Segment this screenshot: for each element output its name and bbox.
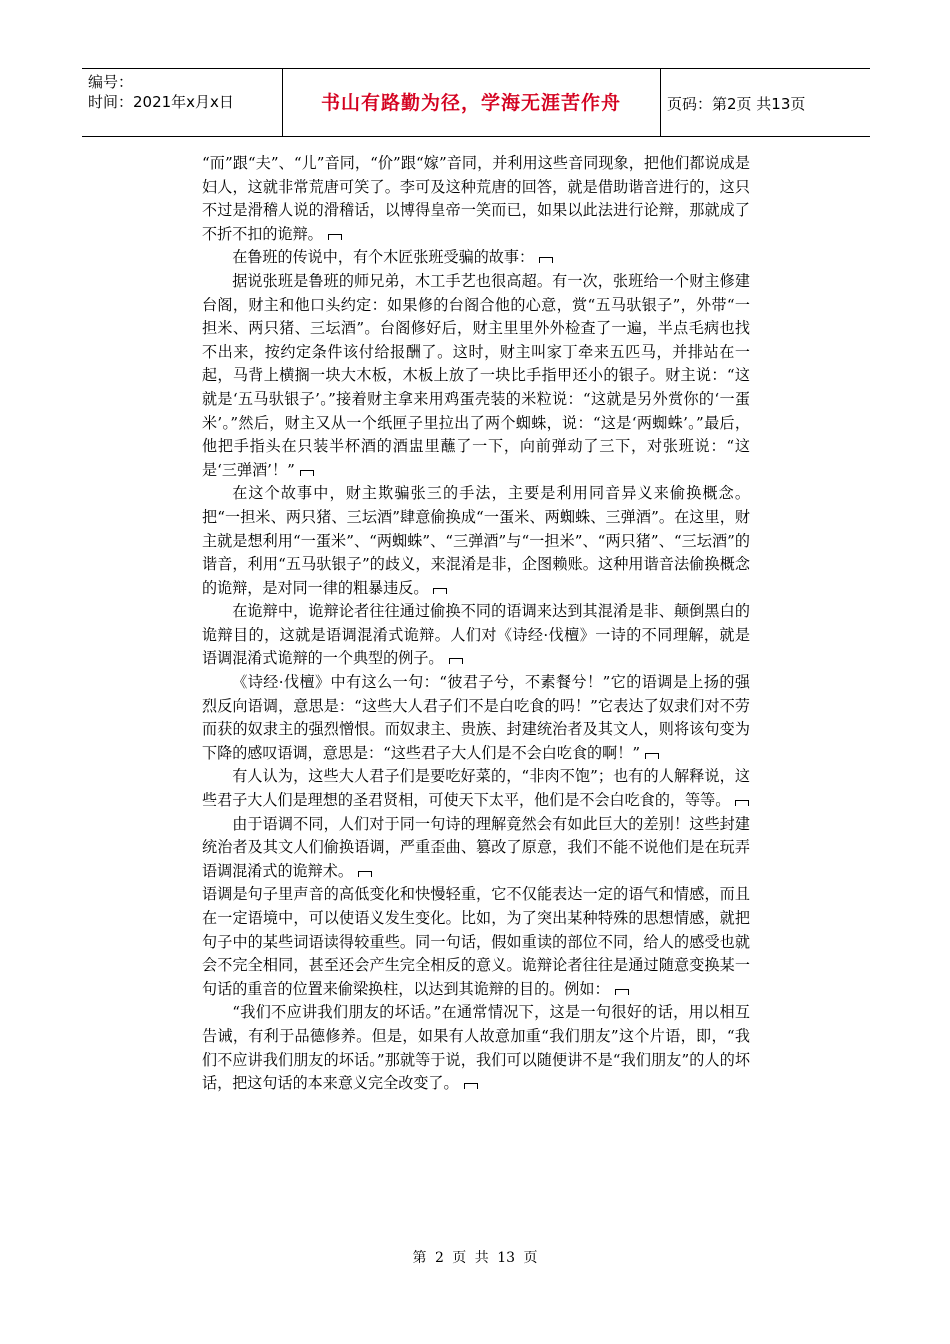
paragraph: “我们不应讲我们朋友的坏话。”在通常情况下，这是一句很好的话，用以相互告诫，有利于品德修养。但是，如果有人故意加重“我们朋友”这个片语，即，“我们不应讲我们朋友的坏话。”那就等于说，我们可以随便讲不是“我们朋友”的人的坏话，把这句话的本来意义完全改变了。: [202, 1003, 750, 1093]
paragraph-mark-icon: [358, 871, 372, 877]
paragraph: 由于语调不同，人们对于同一句诗的理解竟然会有如此巨大的差别！这些封建统治者及其文人们偷换语调，严重歪曲、篡改了原意，我们不能不说他们是在玩弄语调混淆式的诡辩术。: [202, 814, 750, 880]
paragraph-mark-icon: [539, 257, 553, 263]
paragraph: “而”跟“夫”、“儿”音同，“价”跟“嫁”音同，并利用这些音同现象，把他们都说成是妇人，这就非常荒唐可笑了。李可及这种荒唐的回答，就是借助谐音进行的，这只不过是滑稽人说的滑稽话，以博得皇帝一笑而已，如果以此法进行论辩，那就成了不折不扣的诡辩。: [202, 154, 750, 243]
header-top-rule: [82, 68, 870, 69]
paragraph-mark-icon: [645, 753, 659, 759]
header-meta: [88, 72, 234, 112]
paragraph: 在诡辩中，诡辩论者往往通过偷换不同的语调来达到其混淆是非、颠倒黑白的诡辩目的，这就是语调混淆式诡辩。人们对《诗经·伐檀》一诗的不同理解，就是语调混淆式诡辩的一个典型的例子。: [202, 602, 750, 668]
doc-number-label: 编号：: [88, 73, 134, 91]
paragraph: 据说张班是鲁班的师兄弟，木工手艺也很高超。有一次，张班给一个财主修建台阁，财主和他口头约定：如果修的台阁合他的心意，赏“五马驮银子”，外带“一担米、两只猪、三坛酒”。台阁修好后，财主里里外外检查了一遍，半点毛病也找不出来，按约定条件该付给报酬了。这时，财主叫家丁牵来五匹马，并排站在一起，马背上横搁一块大木板，木板上放了一块比手指甲还小的银子。财主说：“这就是‘五马驮银子’。”接着财主拿来用鸡蛋壳装的米粒说：“这就是另外赏你的‘一蛋米’。”然后，财主又从一个纸匣子里拉出了两个蜘蛛，说：“这是‘两蜘蛛’。”最后，他把手指头在只装半杯酒的酒盅里蘸了一下，向前弹动了三下，对张班说：“这是‘三弹酒’！”: [202, 271, 750, 479]
header-bottom-rule: [82, 136, 870, 137]
header-divider-right: [660, 68, 661, 136]
document-body: [202, 152, 750, 1096]
paragraph-mark-icon: [735, 800, 749, 806]
paragraph-mark-icon: [615, 989, 629, 995]
paragraph-mark-icon: [328, 234, 342, 240]
page-footer: 第 2 页 共 13 页: [412, 1250, 538, 1266]
paragraph-mark-icon: [449, 658, 463, 664]
paragraph-mark-icon: [300, 470, 314, 476]
paragraph-mark-icon: [464, 1083, 478, 1089]
doc-date-label: 时间：2021年x月x日: [88, 93, 234, 111]
header-motto: 书山有路勤为径，学海无涯苦作舟: [320, 92, 621, 114]
paragraph-mark-icon: [433, 588, 447, 594]
paragraph: 在这个故事中，财主欺骗张三的手法，主要是利用同音异义来偷换概念。把“一担米、两只猪、三坛酒”肆意偷换成“一蛋米、两蜘蛛、三弹酒”。在这里，财主就是想利用“一蛋米”、“两蜘蛛”、“三弹酒”与“一担米”、“两只猪”、“三坛酒”的谐音，利用“五马驮银子”的歧义，来混淆是非，企图赖账。这种用谐音法偷换概念的诡辩，是对同一律的粗暴违反。: [202, 484, 750, 597]
paragraph: 有人认为，这些大人君子们是要吃好菜的，“非肉不饱”；也有的人解释说，这些君子大人们是理想的圣君贤相，可使天下太平，他们是不会白吃食的，等等。: [202, 767, 750, 810]
paragraph: 在鲁班的传说中，有个木匠张班受骗的故事：: [202, 246, 750, 270]
header-page-info: 页码：第2页 共13页: [667, 95, 806, 113]
paragraph: 语调是句子里声音的高低变化和快慢轻重，它不仅能表达一定的语气和情感，而且在一定语境中，可以使语义发生变化。比如，为了突出某种特殊的思想情感，就把句子中的某些词语读得较重些。同一句话，假如重读的部位不同，给人的感受也就会不完全相同，甚至还会产生完全相反的意义。诡辩论者往往是通过随意变换某一句话的重音的位置来偷梁换柱，以达到其诡辩的目的。例如：: [202, 885, 750, 998]
paragraph: 《诗经·伐檀》中有这么一句：“彼君子兮，不素餐兮！”它的语调是上扬的强烈反向语调，意思是：“这些大人君子们不是白吃食的吗！”它表达了奴隶们对不劳而获的奴隶主的强烈憎恨。而奴隶主、贵族、封建统治者及其文人，则将该句变为下降的感叹语调，意思是：“这些君子大人们是不会白吃食的啊！”: [202, 673, 750, 762]
